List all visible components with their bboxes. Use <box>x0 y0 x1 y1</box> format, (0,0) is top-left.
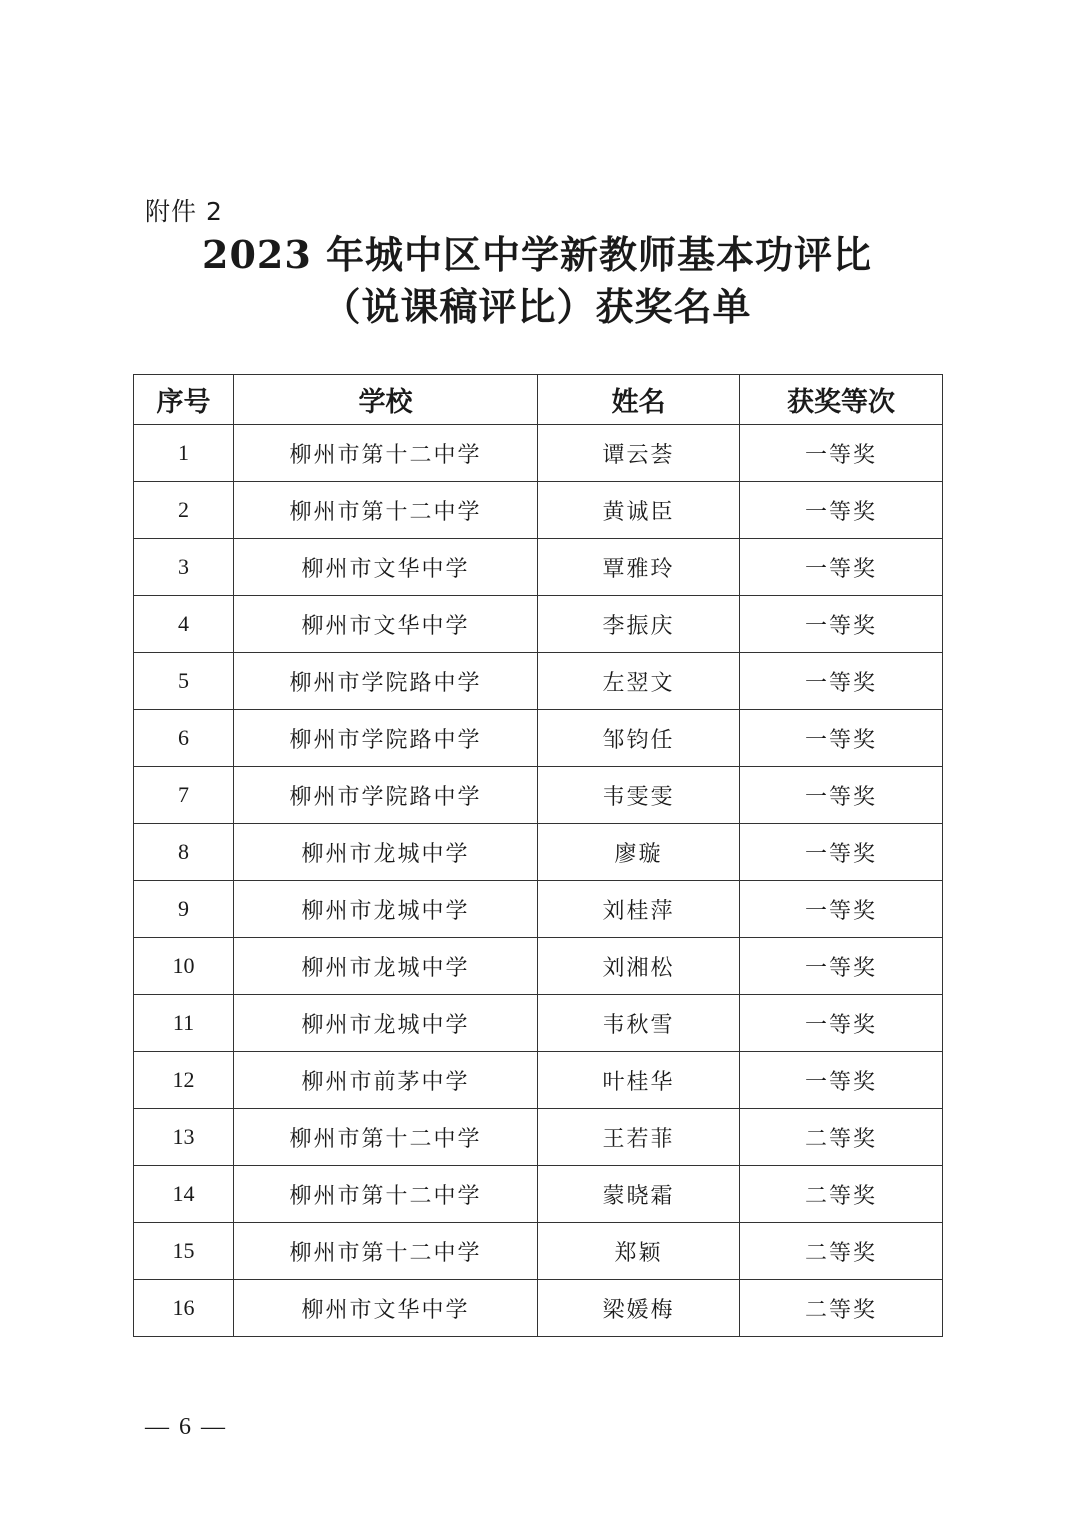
cell-award: 一等奖 <box>740 1052 943 1109</box>
cell-name: 黄诚臣 <box>538 482 740 539</box>
table-row <box>134 1109 943 1166</box>
cell-number: 1 <box>134 425 234 482</box>
cell-name: 梁媛梅 <box>538 1280 740 1337</box>
cell-name: 刘湘松 <box>538 938 740 995</box>
header-award: 获奖等次 <box>740 375 943 425</box>
cell-award: 一等奖 <box>740 824 943 881</box>
cell-number: 13 <box>134 1109 234 1166</box>
cell-number: 16 <box>134 1280 234 1337</box>
cell-number: 8 <box>134 824 234 881</box>
cell-name: 覃雅玲 <box>538 539 740 596</box>
cell-name: 邹钧任 <box>538 710 740 767</box>
cell-number: 7 <box>134 767 234 824</box>
table-row <box>134 539 943 596</box>
cell-name: 刘桂萍 <box>538 881 740 938</box>
cell-school: 柳州市文华中学 <box>234 539 538 596</box>
cell-number: 12 <box>134 1052 234 1109</box>
table-body <box>134 425 943 1337</box>
cell-name: 郑颖 <box>538 1223 740 1280</box>
cell-award: 二等奖 <box>740 1166 943 1223</box>
cell-number: 3 <box>134 539 234 596</box>
table-row <box>134 938 943 995</box>
table-row <box>134 881 943 938</box>
cell-school: 柳州市龙城中学 <box>234 995 538 1052</box>
cell-number: 10 <box>134 938 234 995</box>
cell-number: 2 <box>134 482 234 539</box>
table-row <box>134 482 943 539</box>
cell-school: 柳州市文华中学 <box>234 596 538 653</box>
table-row <box>134 653 943 710</box>
cell-name: 王若菲 <box>538 1109 740 1166</box>
table-row <box>134 767 943 824</box>
attachment-label: 附件 2 <box>145 197 223 226</box>
cell-name: 韦秋雪 <box>538 995 740 1052</box>
cell-award: 一等奖 <box>740 425 943 482</box>
cell-school: 柳州市第十二中学 <box>234 425 538 482</box>
cell-number: 9 <box>134 881 234 938</box>
document-title-line-1: 2023 年城中区中学新教师基本功评比 <box>202 232 872 277</box>
cell-name: 蒙晓霜 <box>538 1166 740 1223</box>
cell-school: 柳州市学院路中学 <box>234 767 538 824</box>
table-row <box>134 425 943 482</box>
cell-number: 11 <box>134 995 234 1052</box>
cell-name: 谭云荟 <box>538 425 740 482</box>
cell-award: 一等奖 <box>740 653 943 710</box>
cell-name: 叶桂华 <box>538 1052 740 1109</box>
cell-school: 柳州市第十二中学 <box>234 1223 538 1280</box>
cell-school: 柳州市第十二中学 <box>234 482 538 539</box>
cell-number: 4 <box>134 596 234 653</box>
award-list-table <box>133 374 943 1337</box>
cell-number: 5 <box>134 653 234 710</box>
cell-number: 15 <box>134 1223 234 1280</box>
table-row <box>134 995 943 1052</box>
cell-award: 一等奖 <box>740 710 943 767</box>
cell-name: 左翌文 <box>538 653 740 710</box>
table-row <box>134 596 943 653</box>
cell-school: 柳州市文华中学 <box>234 1280 538 1337</box>
cell-school: 柳州市学院路中学 <box>234 653 538 710</box>
cell-award: 二等奖 <box>740 1223 943 1280</box>
table-row <box>134 1052 943 1109</box>
cell-name: 李振庆 <box>538 596 740 653</box>
cell-name: 韦雯雯 <box>538 767 740 824</box>
table-row <box>134 1280 943 1337</box>
header-name: 姓名 <box>538 375 740 425</box>
cell-number: 6 <box>134 710 234 767</box>
table-row <box>134 1166 943 1223</box>
cell-award: 一等奖 <box>740 881 943 938</box>
cell-award: 一等奖 <box>740 767 943 824</box>
cell-school: 柳州市龙城中学 <box>234 881 538 938</box>
header-school: 学校 <box>234 375 538 425</box>
cell-award: 二等奖 <box>740 1109 943 1166</box>
cell-school: 柳州市第十二中学 <box>234 1109 538 1166</box>
table-row <box>134 710 943 767</box>
table-header-row <box>134 375 943 425</box>
cell-award: 二等奖 <box>740 1280 943 1337</box>
cell-school: 柳州市学院路中学 <box>234 710 538 767</box>
cell-school: 柳州市前茅中学 <box>234 1052 538 1109</box>
page-number: — 6 — <box>145 1414 227 1440</box>
cell-award: 一等奖 <box>740 995 943 1052</box>
cell-school: 柳州市龙城中学 <box>234 824 538 881</box>
table-row <box>134 1223 943 1280</box>
cell-award: 一等奖 <box>740 482 943 539</box>
cell-school: 柳州市第十二中学 <box>234 1166 538 1223</box>
document-title-line-2: （说课稿评比）获奖名单 <box>322 284 752 329</box>
cell-name: 廖璇 <box>538 824 740 881</box>
cell-number: 14 <box>134 1166 234 1223</box>
cell-award: 一等奖 <box>740 596 943 653</box>
cell-award: 一等奖 <box>740 539 943 596</box>
table-row <box>134 824 943 881</box>
cell-award: 一等奖 <box>740 938 943 995</box>
cell-school: 柳州市龙城中学 <box>234 938 538 995</box>
header-number: 序号 <box>134 375 234 425</box>
